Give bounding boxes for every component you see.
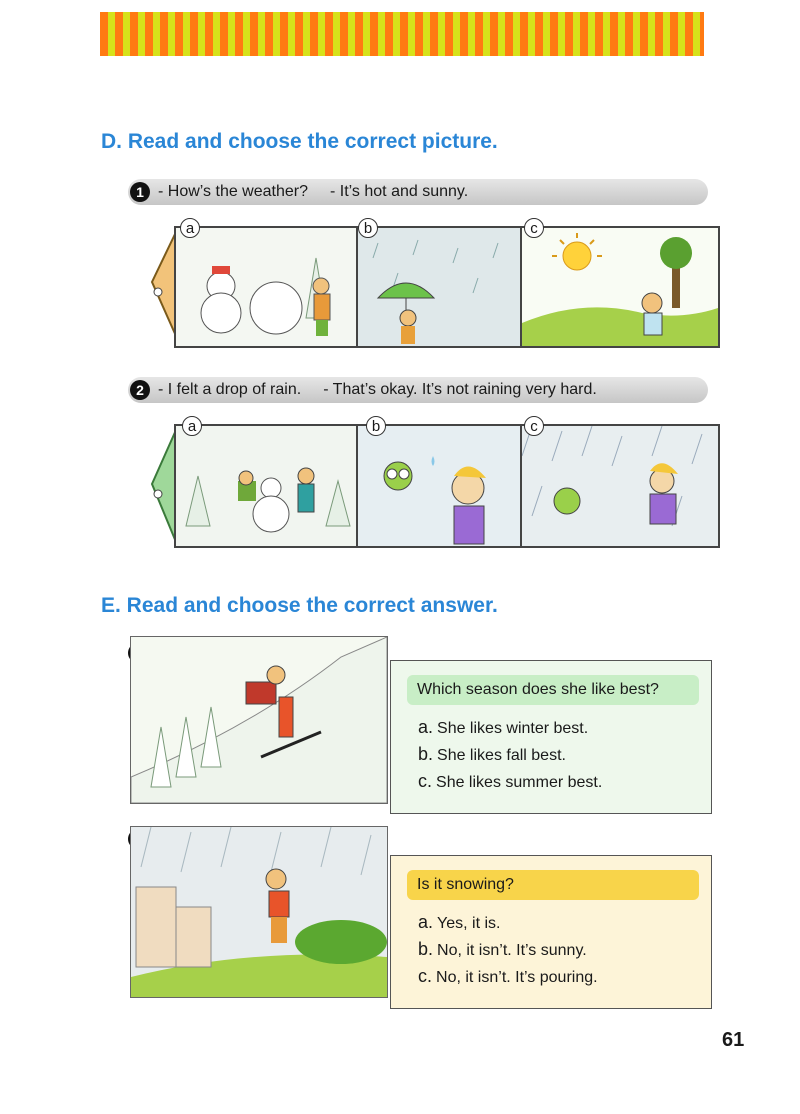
e-question-1-picture-skiing xyxy=(130,636,388,804)
answer-option-b[interactable] xyxy=(418,744,566,765)
option-letter: b. xyxy=(418,744,434,764)
answer-option-b[interactable] xyxy=(418,939,587,960)
answer-option-a[interactable] xyxy=(418,912,500,933)
answer-option-c[interactable] xyxy=(418,966,598,987)
option-label-b: b xyxy=(366,416,386,436)
option-label-a: a xyxy=(180,218,200,238)
option-label-c: c xyxy=(524,218,544,238)
sunny-scene-icon xyxy=(522,228,718,346)
option-text: Yes, it is. xyxy=(437,915,501,932)
option-label-b: b xyxy=(358,218,378,238)
section-e-heading: E. Read and choose the correct answer. xyxy=(101,594,498,617)
snowman-scene-icon xyxy=(176,228,356,346)
option-letter: c. xyxy=(418,771,433,791)
option-letter: c. xyxy=(418,966,433,986)
option-label-a: a xyxy=(182,416,202,436)
picture-a-snowman[interactable] xyxy=(174,226,358,348)
option-letter: b. xyxy=(418,939,434,959)
option-text: She likes summer best. xyxy=(436,774,603,791)
picture-a-snow[interactable] xyxy=(174,424,358,548)
option-letter: a. xyxy=(418,717,434,737)
rain-umbrella-scene-icon xyxy=(358,228,520,346)
picture-b-drop-of-rain[interactable] xyxy=(356,424,522,548)
d-question-2-picture-strip xyxy=(140,417,716,564)
decorative-stripe-banner xyxy=(100,12,704,56)
pouring-rain-scene-icon xyxy=(131,827,387,997)
d-question-1-bar xyxy=(128,179,708,205)
picture-c-heavy-rain[interactable] xyxy=(520,424,720,548)
e-question-2-card xyxy=(390,855,712,1009)
option-label-c: c xyxy=(524,416,544,436)
question-number-badge: 2 xyxy=(130,380,150,400)
answer-option-c[interactable] xyxy=(418,771,602,792)
option-text: No, it isn’t. It’s sunny. xyxy=(437,942,587,959)
option-text: She likes fall best. xyxy=(437,747,566,764)
picture-b-rain[interactable] xyxy=(356,226,522,348)
answer-option-a[interactable] xyxy=(418,717,588,738)
question-number-badge: 1 xyxy=(130,182,150,202)
picture-c-sunny[interactable] xyxy=(520,226,720,348)
answer-text: - That’s okay. It’s not raining very hard. xyxy=(323,381,597,398)
d-question-2-bar xyxy=(128,377,708,403)
question-title: Which season does she like best? xyxy=(407,675,699,705)
option-text: She likes winter best. xyxy=(437,720,589,737)
e-question-2-picture-rain xyxy=(130,826,388,998)
question-text: - I felt a drop of rain. xyxy=(158,381,302,398)
option-text: No, it isn’t. It’s pouring. xyxy=(436,969,598,986)
question-title: Is it snowing? xyxy=(407,870,699,900)
question-text: - How’s the weather? xyxy=(158,183,308,200)
section-d-heading: D. Read and choose the correct picture. xyxy=(101,130,498,153)
skiing-girl-scene-icon xyxy=(131,637,387,803)
heavy-rain-scene-icon xyxy=(522,426,718,546)
drop-of-rain-scene-icon xyxy=(358,426,520,546)
e-question-1-card xyxy=(390,660,712,814)
page-number: 61 xyxy=(722,1029,745,1051)
d-question-1-picture-strip xyxy=(140,219,716,366)
snow-children-scene-icon xyxy=(176,426,356,546)
answer-text: - It’s hot and sunny. xyxy=(330,183,469,200)
option-letter: a. xyxy=(418,912,434,932)
